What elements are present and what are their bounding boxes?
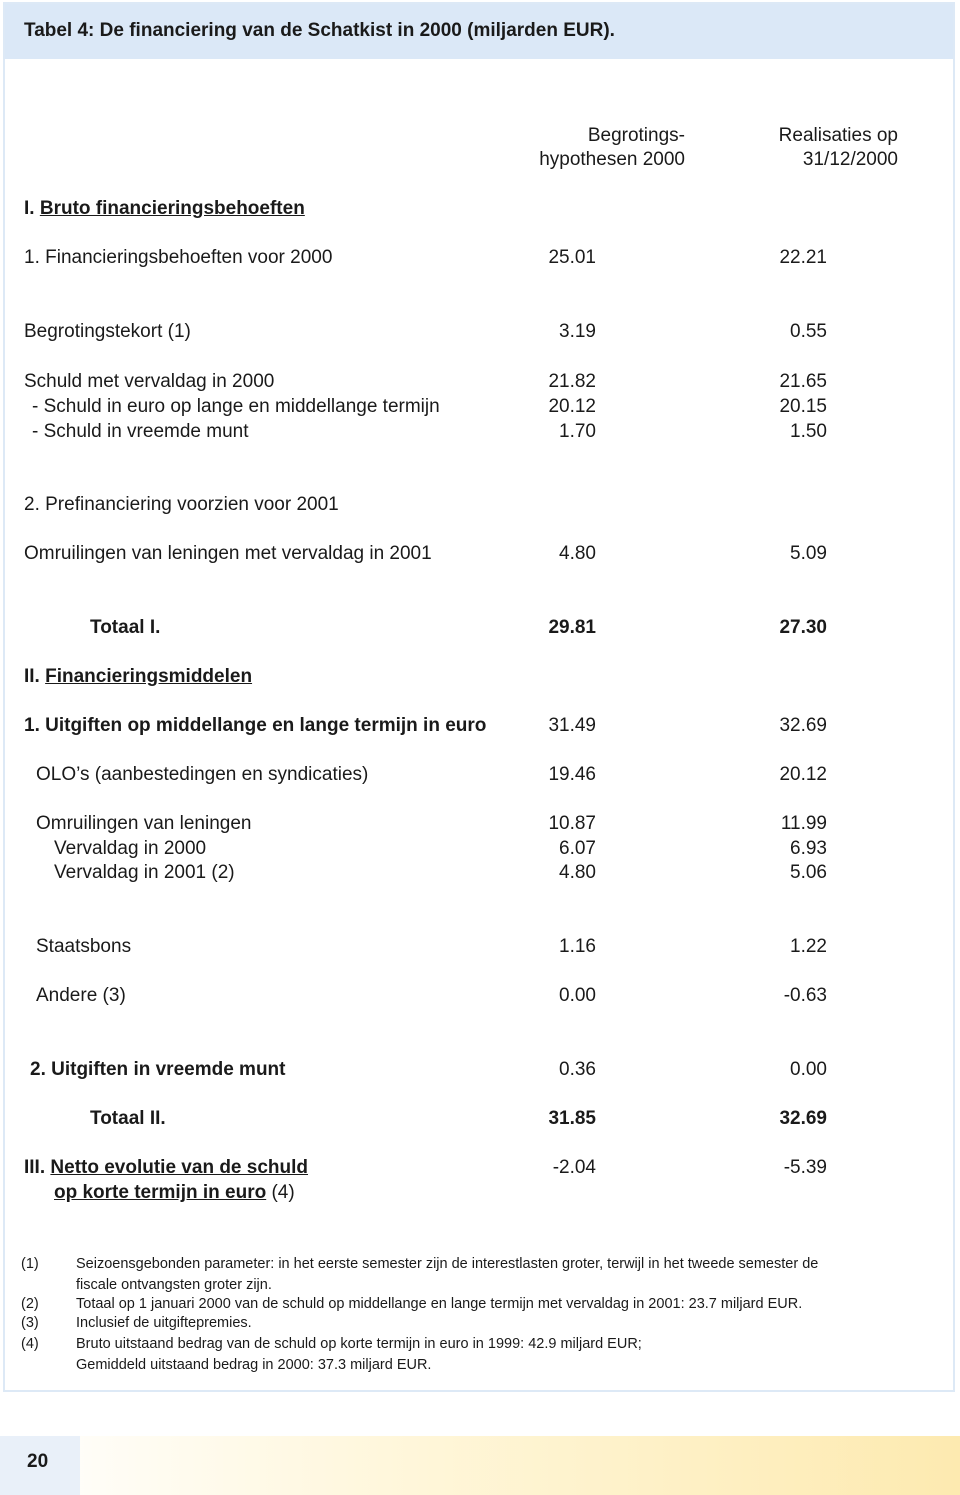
header-col2 [678,124,898,172]
header-col1 [465,124,685,172]
header-col1-line2: hypothesen 2000 [539,149,685,170]
section3-heading [24,1157,308,1179]
section2-heading [24,666,252,688]
value-realised: 6.93 [790,838,827,859]
row-label: - Schuld in euro op lange en middellange termijn [32,396,440,417]
footnote-number: (1) [21,1256,39,1272]
footnote-text: Totaal op 1 januari 2000 van de schuld op middellange en lange termijn met vervaldag in 2001: 23.7 miljard EUR. [76,1296,803,1312]
row-label: Vervaldag in 2000 [54,838,207,859]
row-label: OLO’s (aanbestedingen en syndicaties) [36,764,369,785]
value-budget: 3.19 [559,321,596,342]
value-realised: 0.55 [790,321,827,342]
footnote-text: Seizoensgebonden parameter: in het eerste semester zijn de interestlasten groter, terwijl in het tweede semester de [76,1256,819,1272]
value-budget: 10.87 [548,813,596,834]
value-realised: 22.21 [779,247,827,268]
table-title: Tabel 4: De financiering van de Schatkist in 2000 (miljarden EUR). [24,20,615,41]
value-budget: 20.12 [548,396,596,417]
section3-title-line1: Netto evolutie van de schuld [50,1157,309,1178]
section2-title: Financieringsmiddelen [45,666,253,687]
value-budget: 4.80 [559,862,596,883]
row-label: - Schuld in vreemde munt [32,421,249,442]
value-realised: 11.99 [780,813,827,834]
row-label: 2. Prefinanciering voorzien voor 2001 [24,494,339,515]
section3-title-suffix: (4) [266,1182,295,1203]
value-realised: -5.39 [783,1157,827,1178]
value-realised: 0.00 [790,1059,827,1080]
value-budget: 0.00 [559,985,596,1006]
section3-title-line2: op korte termijn in euro [54,1182,267,1203]
total-realised: 32.69 [779,1108,827,1129]
value-realised: -0.63 [783,985,827,1006]
total-budget: 31.85 [548,1108,596,1129]
total-label: Totaal II. [90,1108,166,1129]
value-realised: 32.69 [779,715,827,736]
footer-band [0,1436,960,1495]
footnote-text: Bruto uitstaand bedrag van de schuld op korte termijn in euro in 1999: 42.9 miljard EUR; [76,1336,642,1352]
row-label: 1. Financieringsbehoeften voor 2000 [24,247,333,268]
section1-heading [24,198,305,220]
value-budget: 19.46 [548,764,596,785]
value-realised: 1.50 [790,421,827,442]
value-realised: 5.06 [790,862,827,883]
value-realised: 1.22 [790,936,827,957]
value-budget: -2.04 [552,1157,596,1178]
row-label: Andere (3) [36,985,126,1006]
total-realised: 27.30 [779,617,827,638]
value-budget: 25.01 [548,247,596,268]
value-budget: 1.16 [559,936,596,957]
value-realised: 20.15 [779,396,827,417]
footnote-text: Gemiddeld uitstaand bedrag in 2000: 37.3 miljard EUR. [76,1357,432,1373]
row-label: 2. Uitgiften in vreemde munt [30,1059,286,1080]
value-budget: 21.82 [548,371,596,392]
footnote-text: fiscale ontvangsten groter zijn. [76,1277,272,1293]
section2-prefix: II. [24,666,46,687]
row-label: Omruilingen van leningen met vervaldag in 2001 [24,543,432,564]
value-budget: 31.49 [548,715,596,736]
header-col1-line1: Begrotings- [587,125,685,146]
row-label: Begrotingstekort (1) [24,321,191,342]
footnote-text: Inclusief de uitgiftepremies. [76,1315,252,1331]
value-realised: 21.65 [779,371,827,392]
footnote-number: (3) [21,1315,39,1331]
value-budget: 4.80 [559,543,596,564]
row-label: Schuld met vervaldag in 2000 [24,371,275,392]
row-label: 1. Uitgiften op middellange en lange termijn in euro [24,715,487,736]
section3-heading-line2 [54,1182,295,1204]
value-budget: 0.36 [559,1059,596,1080]
value-budget: 1.70 [559,421,596,442]
header-col2-line2: 31/12/2000 [802,149,898,170]
section1-title: Bruto financieringsbehoeften [39,198,305,219]
section1-prefix: I. [24,198,40,219]
section3-prefix: III. [24,1157,51,1178]
value-realised: 5.09 [790,543,827,564]
page-number: 20 [27,1451,49,1472]
footnote-number: (4) [21,1336,39,1352]
value-realised: 20.12 [779,764,827,785]
value-budget: 6.07 [559,838,596,859]
row-label: Vervaldag in 2001 (2) [54,862,235,883]
row-label: Omruilingen van leningen [36,813,252,834]
footnote-number: (2) [21,1296,39,1312]
row-label: Staatsbons [36,936,132,957]
header-col2-line1: Realisaties op [778,125,898,146]
total-budget: 29.81 [548,617,596,638]
total-label: Totaal I. [90,617,161,638]
title-bar [5,4,953,59]
